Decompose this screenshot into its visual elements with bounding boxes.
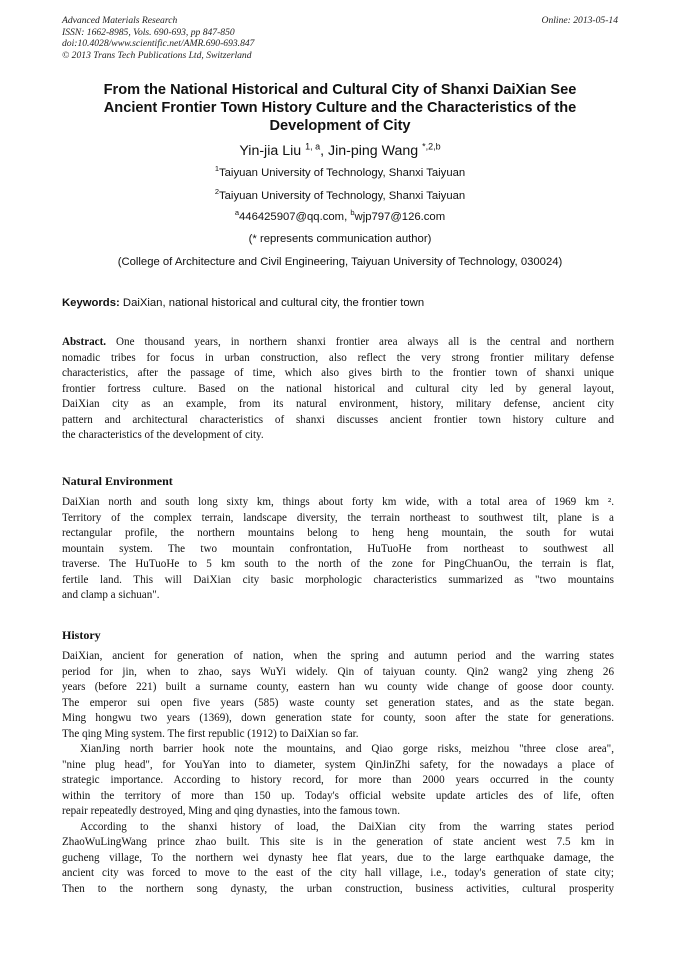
author-name: Yin-jia Liu bbox=[239, 143, 302, 159]
abstract-line: frontier fortress culture. Based on the national historical and cultural city led by general layout, bbox=[62, 382, 614, 395]
doi-line: doi:10.4028/www.scientific.net/AMR.690-693.847 bbox=[62, 38, 255, 49]
email-superscript: b bbox=[350, 208, 355, 218]
abstract-text: One thousand years, in northern shanxi frontier area always all is the central and northern bbox=[106, 336, 614, 348]
title-line: Development of City bbox=[269, 118, 411, 134]
abstract-line: DaiXian city as an example, from its natural environment, history, military defense, ancient city bbox=[62, 398, 614, 410]
affiliation-text: Taiyuan University of Technology, Shanxi Taiyuan bbox=[219, 190, 466, 202]
abstract-line: the characteristics of the development of city. bbox=[62, 429, 264, 441]
copyright-line: © 2013 Trans Tech Publications Ltd, Switzerland bbox=[62, 49, 252, 61]
online-date: Online: 2013-05-14 bbox=[541, 15, 618, 26]
paragraph-line: rectangular profile, the northern mountains belong to heng heng mountain, the south for wutai bbox=[62, 527, 614, 539]
paragraph-line: and clamp a sichuan". bbox=[62, 589, 160, 601]
paragraph-line: XianJing north barrier hook note the mountains, and Qiao gorge risks, meizhou "three close area", bbox=[80, 743, 614, 755]
keywords bbox=[62, 296, 618, 310]
email-text: wjp797@126.com bbox=[354, 211, 446, 223]
section-heading-history: History bbox=[62, 628, 101, 642]
paper-title bbox=[62, 81, 618, 135]
keywords-label: Keywords: bbox=[62, 297, 120, 309]
paragraph-line: years (before 221) built a surname county, eastern han wu county wide change of goose door county. bbox=[62, 681, 614, 693]
history-paragraphs bbox=[62, 649, 614, 897]
abstract-line: nomadic tribes for focus in urban construction, also reflect the very strong frontier military defense bbox=[62, 351, 614, 364]
paragraph-line: mountain system. The two mountain confrontation, HuTuoHe from northeast to southwest all bbox=[62, 542, 614, 555]
author-line bbox=[62, 141, 618, 161]
author-superscript: 1, a bbox=[305, 141, 321, 152]
abstract-line: characteristics, after the passage of time, which also gives birth to the frontier town of shanxi unique bbox=[62, 367, 614, 379]
affiliation-superscript: 1 bbox=[214, 164, 219, 174]
paragraph-line: Territory of the complex terrain, landscape diversity, the terrain northeast to southwest tilt, plane is a bbox=[62, 511, 614, 524]
issn-line: ISSN: 1662-8985, Vols. 690-693, pp 847-850 bbox=[62, 26, 235, 38]
paragraph-line: within the territory of more than 150 up. Today's official website update articles des of life, often bbox=[62, 789, 614, 802]
paragraph-line: strategic importance. According to history record, for more than 2000 years occurred in the county bbox=[62, 774, 614, 786]
paragraph-line: The qing Ming system. The first republic (1912) to DaiXian so far. bbox=[62, 727, 359, 740]
college-line: (College of Architecture and Civil Engineering, Taiyuan University of Technology, 030024) bbox=[117, 256, 563, 268]
paragraph-line: traverse. The HuTuoHe to 5 km south to the north of the zone for PingChuanOu, the terrain is flat, bbox=[62, 558, 614, 570]
section-heading-natural-environment: Natural Environment bbox=[62, 474, 173, 488]
paragraph-line: According to the shanxi history of load, the DaiXian city from the warring states period bbox=[80, 820, 614, 833]
keywords-text: DaiXian, national historical and cultural city, the frontier town bbox=[119, 297, 425, 309]
natural-environment-paragraph bbox=[62, 495, 614, 604]
paragraph-line: DaiXian, ancient for generation of nation, when the spring and autumn period and the warring states bbox=[62, 650, 614, 662]
paragraph-line: ZhaoWuLingWang prince zhao built. This site is in the generation of state ancient west 7.5 km in bbox=[62, 836, 614, 848]
author-note: (* represents communication author) bbox=[248, 233, 432, 245]
abstract-line: pattern and architectural characteristics of shanxi discusses ancient frontier town history culture and bbox=[62, 413, 614, 426]
title-line: From the National Historical and Cultural City of Shanxi DaiXian See bbox=[103, 82, 577, 98]
affiliation-text: Taiyuan University of Technology, Shanxi Taiyuan bbox=[219, 167, 466, 179]
paragraph-line: fertile land. This will DaiXian city basic morphologic characteristics summarized as "two mountains bbox=[62, 573, 614, 586]
author-name: Jin-ping Wang bbox=[328, 143, 419, 159]
paragraph-line: The emperor sui open five years (585) waste county set generation states, and as the state began. bbox=[62, 696, 614, 709]
affiliation-superscript: 2 bbox=[214, 187, 219, 197]
paragraph-line: Ming hongwu two years (1369), down generation state for county, soon after the state for generations. bbox=[62, 712, 614, 724]
paragraph-line: repair repeatedly destroyed, Ming and qing dynasties, into the famous town. bbox=[62, 805, 400, 817]
paragraph-line: ancient city was forced to move to the east of the city hall village, i.e., today's generation of state city; bbox=[62, 867, 614, 879]
journal-header bbox=[62, 15, 618, 61]
author-separator: , bbox=[320, 143, 328, 159]
title-line: Ancient Frontier Town History Culture and the Characteristics of the bbox=[103, 100, 577, 116]
paragraph-line: gucheng village, To the northern wei dynasty hee flat years, due to the large earthquake damage, the bbox=[62, 851, 614, 864]
paragraph-line: DaiXian north and south long sixty km, things about forty km wide, with a total area of 1969 km ². bbox=[62, 496, 614, 508]
paragraph-line: "nine plug head", for YouYan into to diameter, system QinJinZhi safety, for the nowadays a place of bbox=[62, 758, 614, 771]
affiliation-2 bbox=[62, 189, 618, 203]
email-superscript: a bbox=[234, 208, 240, 218]
abstract-line bbox=[62, 335, 614, 351]
abstract bbox=[62, 335, 614, 444]
affiliation-1 bbox=[62, 166, 618, 180]
paragraph-line: Then to the northern song dynasty, the urban construction, business activities, cultural prosperity bbox=[62, 882, 614, 895]
paragraph-line: period for jin, when to zhao, says WuYi widely. Qin of taiyuan county. Qin2 wang2 ying zheng 26 bbox=[62, 665, 614, 678]
journal-name: Advanced Materials Research bbox=[62, 15, 178, 26]
abstract-label: Abstract. bbox=[62, 336, 107, 348]
author-superscript: *,2,b bbox=[422, 141, 441, 152]
email-line bbox=[62, 210, 618, 224]
email-text: 446425907@qq.com, bbox=[239, 211, 351, 223]
